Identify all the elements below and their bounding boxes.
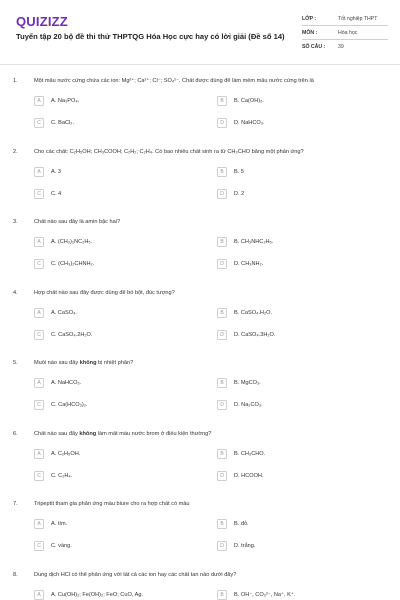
option-letter-box[interactable]: C (34, 330, 44, 340)
option-text: D. 2 (234, 190, 245, 197)
option-text: C. C₂H₄. (51, 472, 73, 479)
option-letter-box[interactable]: A (34, 519, 44, 529)
question-number: 7. (13, 501, 18, 507)
question-text: Chất nào sau đây là amin bậc hai? (34, 219, 121, 225)
header-divider (0, 64, 400, 65)
option-letter-box[interactable]: D (217, 189, 227, 199)
question-text-part: bị nhiệt phân? (96, 360, 134, 366)
option-letter-box[interactable]: A (34, 449, 44, 459)
question-number: 8. (13, 571, 18, 578)
option-letter-box[interactable]: D (217, 541, 227, 551)
question-text-part: Muối nào sau đây (34, 360, 80, 366)
option-letter-box[interactable]: C (34, 189, 44, 199)
option-text: C. (CH₃)₂CHNH₂. (51, 261, 95, 267)
option-text: A. tím. (51, 521, 68, 527)
quizizz-logo: QUIZIZZ (16, 14, 68, 29)
option-text: B. CaSO₄.H₂O. (234, 309, 273, 316)
option-text: B. đỏ. (234, 521, 249, 527)
question-text: Một mẫu nước cứng chứa các ion: Mg²⁺; Ca²⁺; Cl⁻; SO₄²⁻. Chất được dùng để làm mềm mẫu nước cứng trên là (34, 78, 314, 84)
option-letter-box[interactable]: A (34, 378, 44, 388)
question-number: 3. (13, 219, 18, 225)
option-text: C. CaSO₄.2H₂O. (51, 331, 93, 338)
question-8 (0, 572, 400, 600)
option-letter-box[interactable]: B (217, 96, 227, 106)
worksheet-header (0, 0, 400, 62)
option-letter-box[interactable]: B (217, 308, 227, 318)
worksheet-meta (302, 12, 388, 54)
question-3 (0, 219, 400, 290)
option-text: D. HCOOH. (234, 472, 264, 479)
option-text: D. CaSO₄.3H₂O. (234, 331, 276, 338)
option-letter-box[interactable]: B (217, 378, 227, 388)
option-text: D. CH₃NH₂. (234, 261, 264, 267)
option-text: D. Na₂CO₃. (234, 402, 263, 408)
option-letter-box[interactable]: A (34, 590, 44, 600)
meta-key: SỐ CÂU : (302, 44, 326, 50)
question-6 (0, 431, 400, 502)
question-number: 2. (13, 148, 18, 155)
option-letter-box[interactable]: B (217, 519, 227, 529)
question-4 (0, 290, 400, 361)
option-letter-box[interactable]: D (217, 330, 227, 340)
question-text-emphasis: không (79, 430, 97, 437)
option-text: D. trắng. (234, 543, 256, 549)
option-letter-box[interactable]: C (34, 259, 44, 269)
question-list (0, 78, 400, 600)
question-7 (0, 501, 400, 572)
option-text: B. 5 (234, 168, 244, 175)
question-text (34, 360, 389, 366)
question-text: Dung dịch HCl có thể phản ứng với tất cả các ion hay các chất tan nào dưới đây? (34, 571, 237, 578)
option-letter-box[interactable]: D (217, 471, 227, 481)
worksheet-title: Tuyển tập 20 bộ đề thi thử THPTQG Hóa Học cực hay có lời giải (Đề số 14) (16, 32, 285, 41)
option-text: B. MgCO₃. (234, 380, 261, 386)
question-text-emphasis: không (79, 360, 97, 366)
option-letter-box[interactable]: B (217, 237, 227, 247)
question-text-part: làm mất màu nước brom ở điều kiện thường? (96, 430, 212, 437)
option-letter-box[interactable]: C (34, 118, 44, 128)
option-text: A. (CH₃)₂NC₂H₅. (51, 239, 93, 245)
option-text: B. Ca(OH)₂. (234, 98, 264, 104)
option-letter-box[interactable]: A (34, 237, 44, 247)
option-text: A. NaHCO₃. (51, 380, 82, 386)
option-letter-box[interactable]: A (34, 96, 44, 106)
question-number: 1. (13, 78, 18, 84)
question-number: 5. (13, 360, 18, 366)
question-text (34, 431, 389, 437)
meta-value: Tốt nghiệp THPT (338, 16, 378, 22)
option-text: B. OH⁻, CO₃²⁻, Na⁺, K⁺. (234, 591, 296, 598)
meta-row-subject (302, 26, 388, 40)
option-text: C. 4 (51, 190, 62, 197)
option-text: C. Ca(HCO₃)₂. (51, 402, 88, 408)
meta-value: 39 (338, 44, 344, 50)
question-text: Tripeptit tham gia phản ứng màu biure cho ra hợp chất có màu (34, 501, 190, 507)
option-text: A. CaSO₄. (51, 309, 77, 316)
option-text: D. NaHCO₃. (234, 120, 265, 126)
option-text: C. vàng. (51, 543, 72, 549)
option-letter-box[interactable]: D (217, 259, 227, 269)
option-letter-box[interactable]: C (34, 471, 44, 481)
question-text-part: Chất nào sau đây (34, 430, 80, 437)
meta-row-class (302, 12, 388, 26)
option-text: A. C₂H₅OH. (51, 450, 81, 457)
question-text: Hợp chất nào sau đây được dùng để bó bột, đúc tượng? (34, 289, 175, 296)
option-text: B. CH₃NHC₂H₅. (234, 239, 274, 245)
meta-key: LỚP : (302, 16, 317, 22)
option-letter-box[interactable]: B (217, 590, 227, 600)
option-letter-box[interactable]: D (217, 118, 227, 128)
question-1 (0, 78, 400, 149)
question-number: 4. (13, 289, 18, 296)
option-text: A. Na₃PO₄. (51, 98, 80, 104)
meta-row-count (302, 40, 388, 54)
option-text: C. BaCl₂. (51, 120, 74, 126)
option-letter-box[interactable]: A (34, 167, 44, 177)
meta-key: MÔN : (302, 30, 318, 36)
option-letter-box[interactable]: D (217, 400, 227, 410)
question-number: 6. (13, 430, 18, 437)
option-letter-box[interactable]: A (34, 308, 44, 318)
question-5 (0, 360, 400, 431)
option-letter-box[interactable]: B (217, 449, 227, 459)
option-letter-box[interactable]: B (217, 167, 227, 177)
option-letter-box[interactable]: C (34, 400, 44, 410)
question-text: Cho các chất: C₂H₅OH; CH₃COOH; C₂H₂; C₂H₄. Có bao nhiêu chất sinh ra từ CH₃CHO bằng một phản ứng? (34, 148, 304, 155)
option-text: A. 3 (51, 168, 61, 175)
meta-value: Hóa học (338, 30, 358, 36)
option-text: B. CH₃CHO. (234, 450, 266, 457)
option-letter-box[interactable]: C (34, 541, 44, 551)
question-2 (0, 149, 400, 220)
option-text: A. Cu(OH)₂; Fe(OH)₂; FeO; CuO, Ag. (51, 591, 143, 598)
